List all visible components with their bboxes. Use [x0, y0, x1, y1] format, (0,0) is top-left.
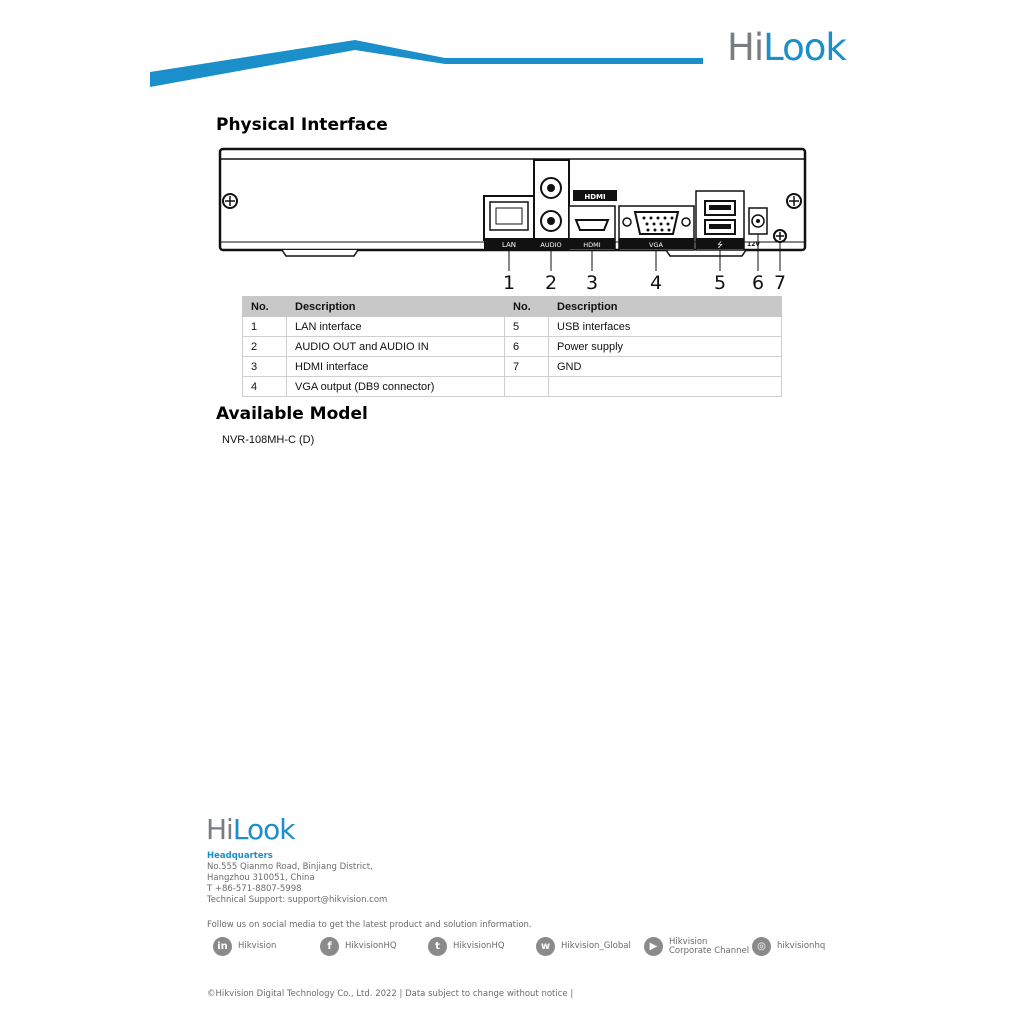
power-port-label: 12V	[747, 241, 760, 248]
callout-7: 7	[774, 272, 787, 294]
header-band	[0, 0, 1024, 100]
interface-table	[242, 296, 782, 397]
footer-logo	[206, 814, 294, 846]
header-logo-look: Look	[763, 26, 846, 69]
audio-port-label: AUDIO	[540, 241, 562, 249]
social-label	[669, 938, 749, 956]
usb-symbol-icon: ⭍	[717, 241, 723, 249]
twitter-icon: t	[428, 937, 447, 956]
table-cell: 4	[243, 377, 287, 397]
table-header-no-2: No.	[505, 297, 549, 317]
table-cell: 5	[505, 317, 549, 337]
facebook-icon: f	[320, 937, 339, 956]
table-row	[243, 357, 782, 377]
hdmi-logo-label: HDMI	[584, 193, 606, 201]
usb-ports	[696, 191, 744, 250]
social-wechat[interactable]	[536, 937, 631, 956]
social-label: HikvisionHQ	[345, 941, 397, 951]
social-label-line-1: Hikvision	[669, 936, 708, 947]
header-logo	[727, 28, 846, 68]
support-email: Technical Support: support@hikvision.com	[207, 895, 388, 905]
header-swoosh	[150, 40, 703, 87]
callout-1: 1	[503, 272, 516, 294]
social-label: hikvisionhq	[777, 941, 826, 951]
table-cell: GND	[549, 357, 782, 377]
headquarters-label: Headquarters	[207, 851, 273, 861]
table-cell: VGA output (DB9 connector)	[287, 377, 505, 397]
copyright-line: ©Hikvision Digital Technology Co., Ltd. 2022 | Data subject to change without notice |	[207, 989, 574, 999]
instagram-icon: ◎	[752, 937, 771, 956]
linkedin-icon: in	[213, 937, 232, 956]
table-cell: LAN interface	[287, 317, 505, 337]
table-cell: 1	[243, 317, 287, 337]
table-cell: HDMI interface	[287, 357, 505, 377]
table-cell: 3	[243, 357, 287, 377]
table-header-no: No.	[243, 297, 287, 317]
callout-3: 3	[586, 272, 599, 294]
social-label: HikvisionHQ	[453, 941, 505, 951]
table-cell: 2	[243, 337, 287, 357]
phone-number: T +86-571-8807-5998	[207, 884, 302, 894]
physical-interface-title: Physical Interface	[216, 115, 388, 135]
social-instagram[interactable]	[752, 937, 825, 956]
social-label: Hikvision	[238, 941, 277, 951]
address-line-2: Hangzhou 310051, China	[207, 873, 315, 883]
audio-ports	[534, 160, 569, 250]
table-cell: 7	[505, 357, 549, 377]
hdmi-port-label: HDMI	[583, 241, 601, 249]
youtube-icon: ▶	[644, 937, 663, 956]
table-row	[243, 377, 782, 397]
model-number: NVR-108MH-C (D)	[222, 434, 315, 446]
table-cell: USB interfaces	[549, 317, 782, 337]
table-cell: 6	[505, 337, 549, 357]
callout-2: 2	[545, 272, 558, 294]
wechat-icon: w	[536, 937, 555, 956]
social-twitter[interactable]	[428, 937, 505, 956]
vga-port	[619, 206, 694, 250]
callout-6: 6	[752, 272, 765, 294]
vga-port-label: VGA	[649, 241, 663, 249]
hdmi-port	[569, 190, 617, 250]
table-header-row	[243, 297, 782, 317]
footer-logo-hi: Hi	[206, 813, 233, 846]
table-cell	[549, 377, 782, 397]
table-row	[243, 317, 782, 337]
left-screw-icon	[223, 194, 237, 208]
available-model-title: Available Model	[216, 404, 368, 424]
table-header-description-2: Description	[549, 297, 782, 317]
follow-text: Follow us on social media to get the latest product and solution information.	[207, 920, 532, 930]
address-line-1: No.555 Qianmo Road, Binjiang District,	[207, 862, 373, 872]
social-youtube[interactable]	[644, 937, 749, 956]
callout-4: 4	[650, 272, 663, 294]
footer-logo-look: Look	[232, 813, 295, 846]
lan-port-label: LAN	[501, 241, 517, 249]
gnd-screw-icon	[774, 230, 786, 242]
social-linkedin[interactable]	[213, 937, 276, 956]
table-cell: Power supply	[549, 337, 782, 357]
headquarters-details	[207, 862, 387, 906]
table-row	[243, 337, 782, 357]
header-logo-hi: Hi	[727, 26, 764, 69]
table-header-description: Description	[287, 297, 505, 317]
table-cell: AUDIO OUT and AUDIO IN	[287, 337, 505, 357]
callout-5: 5	[714, 272, 727, 294]
right-screw-icon	[787, 194, 801, 208]
social-facebook[interactable]	[320, 937, 397, 956]
table-cell	[505, 377, 549, 397]
social-label: Hikvision_Global	[561, 941, 631, 951]
social-label-line-2: Corporate Channel	[669, 945, 750, 956]
lan-port	[484, 196, 534, 249]
